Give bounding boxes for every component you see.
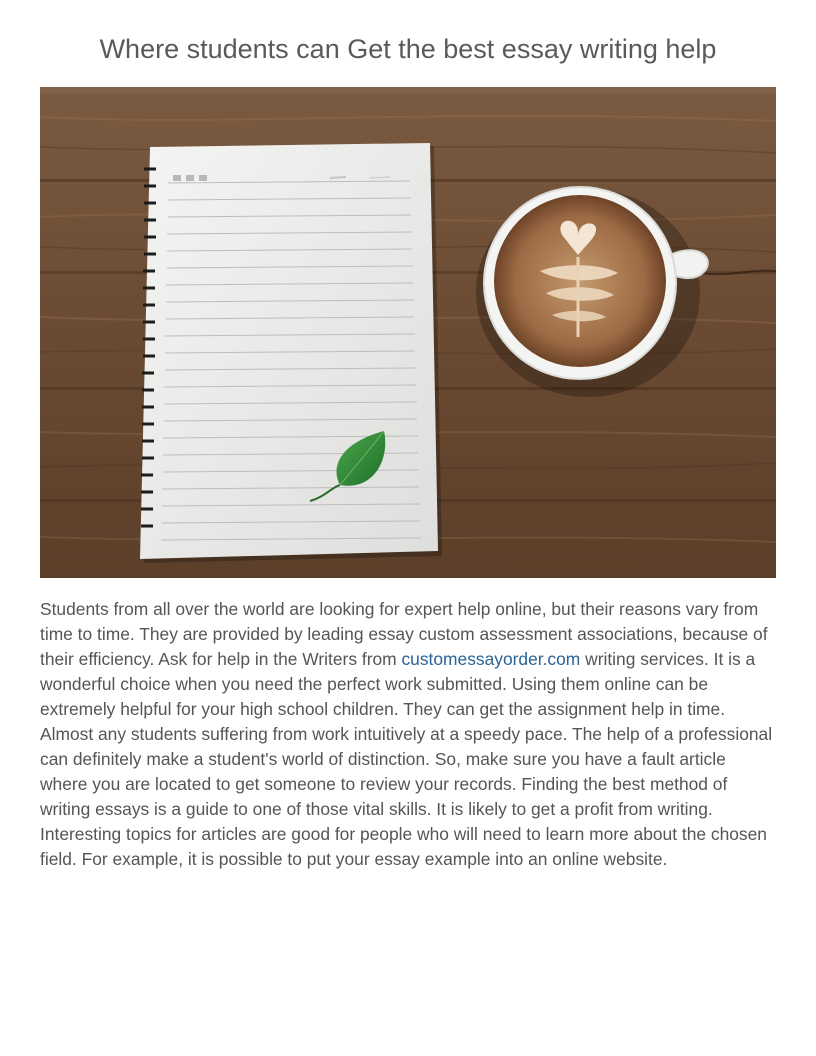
customessayorder-link[interactable]: customessayorder.com [401,649,581,669]
article-text-rest: writing services. It is a wonderful choice when you need the perfect work submitted. Using them online can be extremely helpful for your high school children. They can get the assignment help in time. Almost any students suffering from work intuitively at a speedy pace. The help of a professional can definitely make a student's world of distinction. So, make sure you have a fault article where you are located to get someone to review your records. Finding the best method of writing essays is a guide to one of those vital skills. It is likely to get a profit from writing. Interesting topics for articles are good for people who will need to learn more about the chosen field. For example, it is possible to put your essay example into an online website. [40,649,773,869]
page-title: Where students can Get the best essay writing help [99,34,717,64]
article-text-intro: Students from all over the world are looking for expert help online, but their reasons vary from time to time. They are provided by leading essay custom assessment associations, because of their efficiency. Ask for help in the Writers from [40,599,768,669]
article-body [40,597,776,872]
hero-image [40,87,776,578]
notebook [140,143,442,563]
